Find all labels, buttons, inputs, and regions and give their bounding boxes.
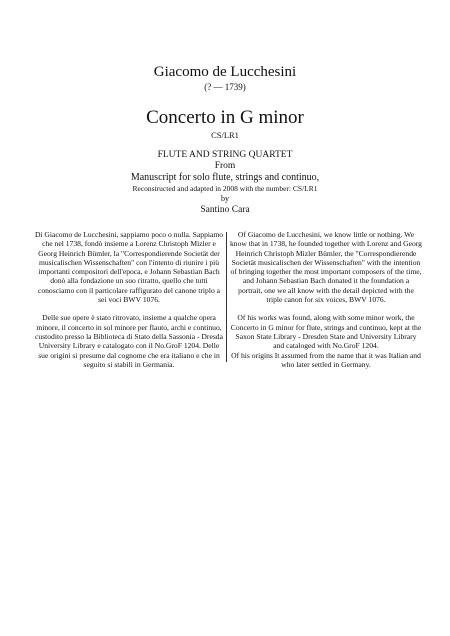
italian-paragraph-2: Delle sue opere è stato ritrovato, insieme a qualche opera minore, il concerto in sol minore per flauto, archi e continuo, custodito presso la Biblioteca di Stato della Sassonia - Dresda University Library e catalogato con il No.GroF 1204. Delle sue origini si presume dal cognome che era italiano e che in seguito si stabilì in Germania. [35,313,223,369]
work-title: Concerto in G minor [146,107,304,128]
instrumentation: FLUTE AND STRING QUARTET [157,150,293,160]
arranger-name: Santino Cara [200,205,250,215]
from-label: From [214,161,236,171]
reconstruction-note: Reconstructed and adapted in 2008 with the number: CS/LR1 [132,184,318,193]
by-label: by [221,194,229,203]
english-paragraph-3: Of his origins It assumed from the name that it was Italian and who later settled in Germany. [231,350,421,369]
composer-dates: (? — 1739) [204,82,246,92]
catalog-number: CS/LR1 [211,130,239,140]
english-column [230,230,422,378]
italian-paragraph-1: Di Giacomo de Lucchesini, sappiamo poco o nulla. Sappiamo che nel 1738, fondò insieme a Lorenz Christoph Mizler e Georg Heinrich Bümler, la "Correspondierende Societät der musicalischen Wissenschaften" con l'intento di riunire i più importanti compositori dell'epoca, e Johann Sebastian Bach donò alla fondazione un suo ritratto, quello che tutti conosciamo con il particolare raffigurato del canone triplo a sei voci BWV 1076. [34,230,224,305]
composer-name: Giacomo de Lucchesini [153,64,297,80]
manuscript-source: Manuscript for solo flute, strings and continuo, [130,172,320,183]
english-paragraph-1: Of Giacomo de Lucchesini, we know little or nothing. We know that in 1738, he founded together with Lorenz and Georg Heinrich Christoph Mizler Bümler, the "Correspondierende Societät musicalischen der Wissenschaften" with the intention of bringing together the most important composers of the time, and Johann Sebastian Bach donated it the foundation a portrait, one we all know with the detail depicted with the triple canon for six voices, BWV 1076. [230,230,422,305]
column-divider [226,232,227,362]
italian-column [34,230,224,378]
english-paragraph-2: Of his works was found, along with some minor work, the Concerto in G minor for flute, strings and continuo, kept at the Saxon State Library - Dresden State and University Library and cataloged with No.GroF 1204. [230,313,422,351]
